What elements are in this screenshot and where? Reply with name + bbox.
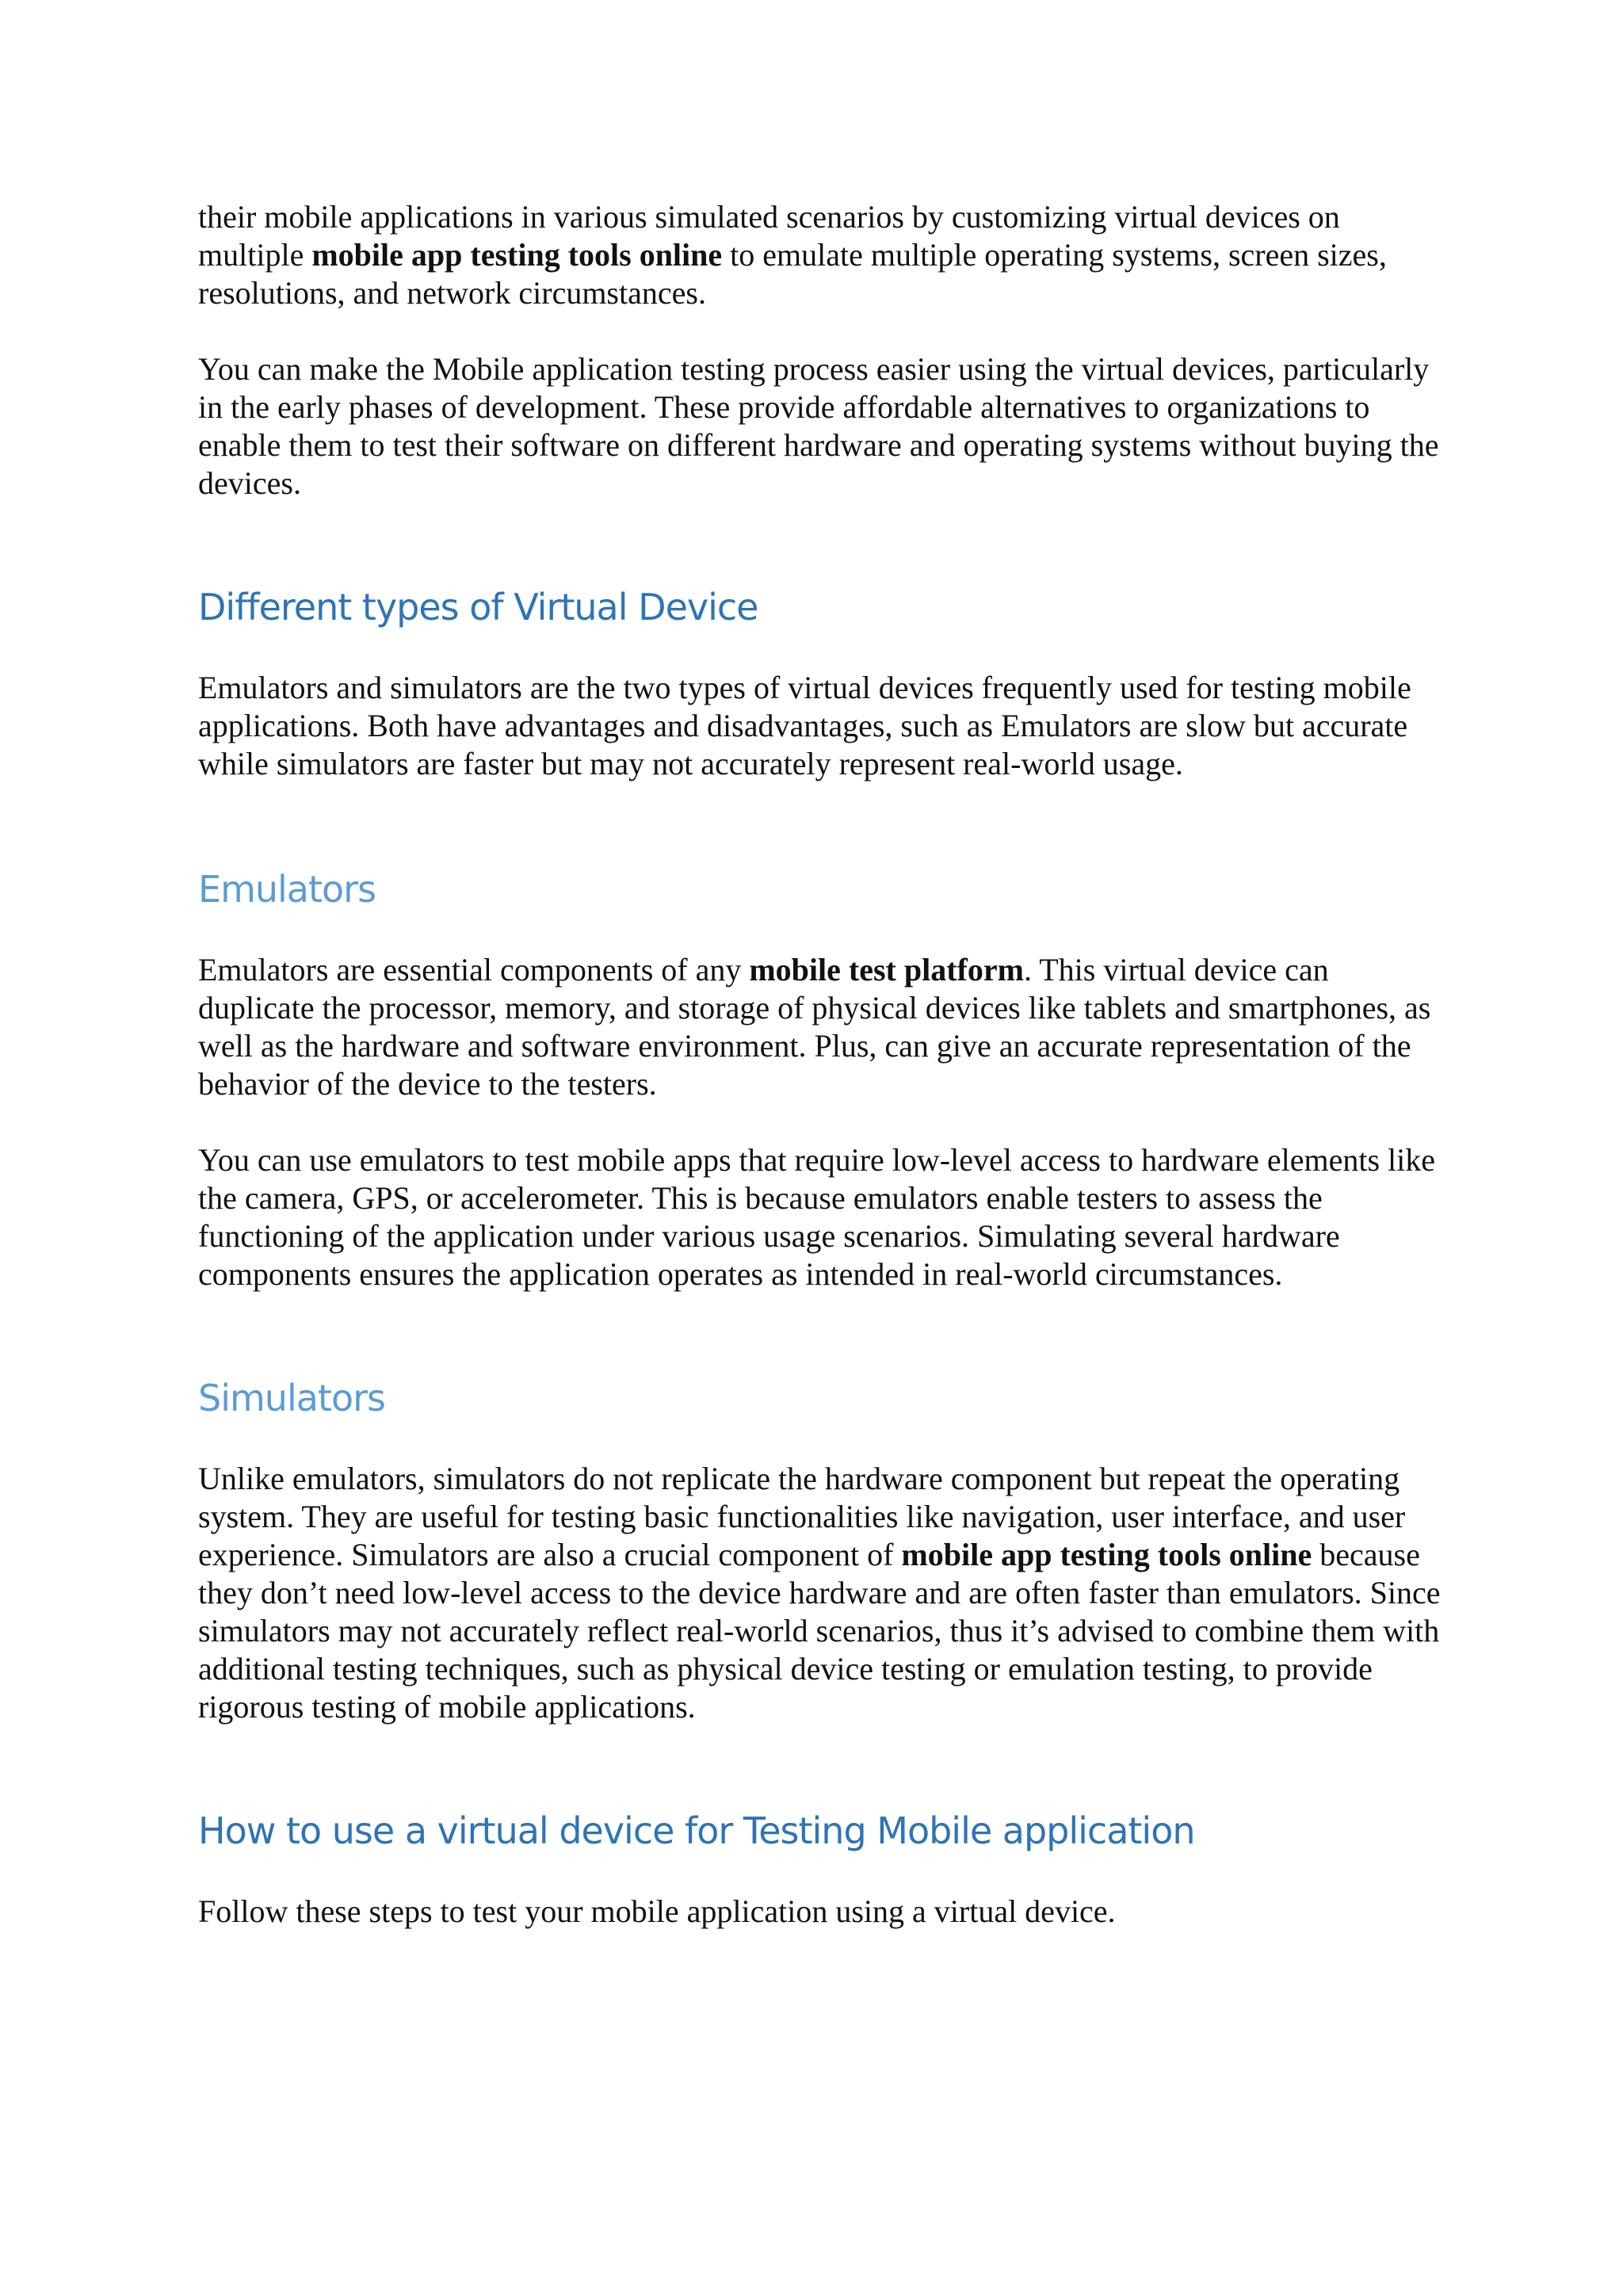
- bold-keyword: mobile app testing tools online: [311, 237, 723, 273]
- heading-different-types: Different types of Virtual Device: [198, 586, 758, 628]
- paragraph-text: because they don’t need low-level access to the device hardware and are often faster than emulators. Since simulators may not accurately reflect real-world scenarios, thus it’s advised to combine them with additional testing techniques, such as physical device testing or emulation testing, to provide rigorous testing of mobile applications.: [198, 1537, 1441, 1725]
- bold-keyword: mobile app testing tools online: [901, 1537, 1312, 1572]
- heading-simulators: Simulators: [198, 1377, 385, 1419]
- paragraph-emulators-intro: [198, 951, 1450, 1103]
- paragraph-follow-steps: Follow these steps to test your mobile application using a virtual device.: [198, 1893, 1116, 1929]
- heading-how-to-use: How to use a virtual device for Testing Mobile application: [198, 1809, 1195, 1852]
- bold-keyword: mobile test platform: [749, 952, 1024, 988]
- paragraph-testing-process: You can make the Mobile application testing process easier using the virtual devices, particularly in the early phases of development. These provide affordable alternatives to organizations to enable them to test their software on different hardware and operating systems without buying the devices.: [198, 351, 1439, 501]
- heading-emulators: Emulators: [198, 868, 376, 911]
- document-content: [198, 198, 1450, 1931]
- paragraph-types-overview: Emulators and simulators are the two types of virtual devices frequently used for testing mobile applications. Both have advantages and disadvantages, such as Emulators are slow but accurate while simulators are faster but may not accurately represent real-world usage.: [198, 670, 1411, 781]
- paragraph-text: . This virtual device can duplicate the processor, memory, and storage of physical devices like tablets and smartphones, as well as the hardware and software environment. Plus, can give an accurate representation of the behavior of the device to the testers.: [198, 952, 1431, 1102]
- paragraph-text: Emulators are essential components of any: [198, 952, 750, 988]
- paragraph-virtual-devices-intro: [198, 198, 1450, 312]
- paragraph-simulators: [198, 1460, 1450, 1726]
- paragraph-text: Unlike emulators, simulators do not replicate the hardware component but repeat the operating system. They are useful for testing basic functionalities like navigation, user interface, and user experience. Simulators are also a crucial component of: [198, 1461, 1406, 1572]
- paragraph-text: their mobile applications in various simulated scenarios by customizing virtual devices on multiple: [198, 199, 1340, 273]
- paragraph-text: to emulate multiple operating systems, screen sizes, resolutions, and network circumstances.: [198, 237, 1387, 311]
- paragraph-emulators-usage: You can use emulators to test mobile apps that require low-level access to hardware elements like the camera, GPS, or accelerometer. This is because emulators enable testers to assess the functioning of the application under various usage scenarios. Simulating several hardware components ensures the application operates as intended in real-world circumstances.: [198, 1142, 1436, 1292]
